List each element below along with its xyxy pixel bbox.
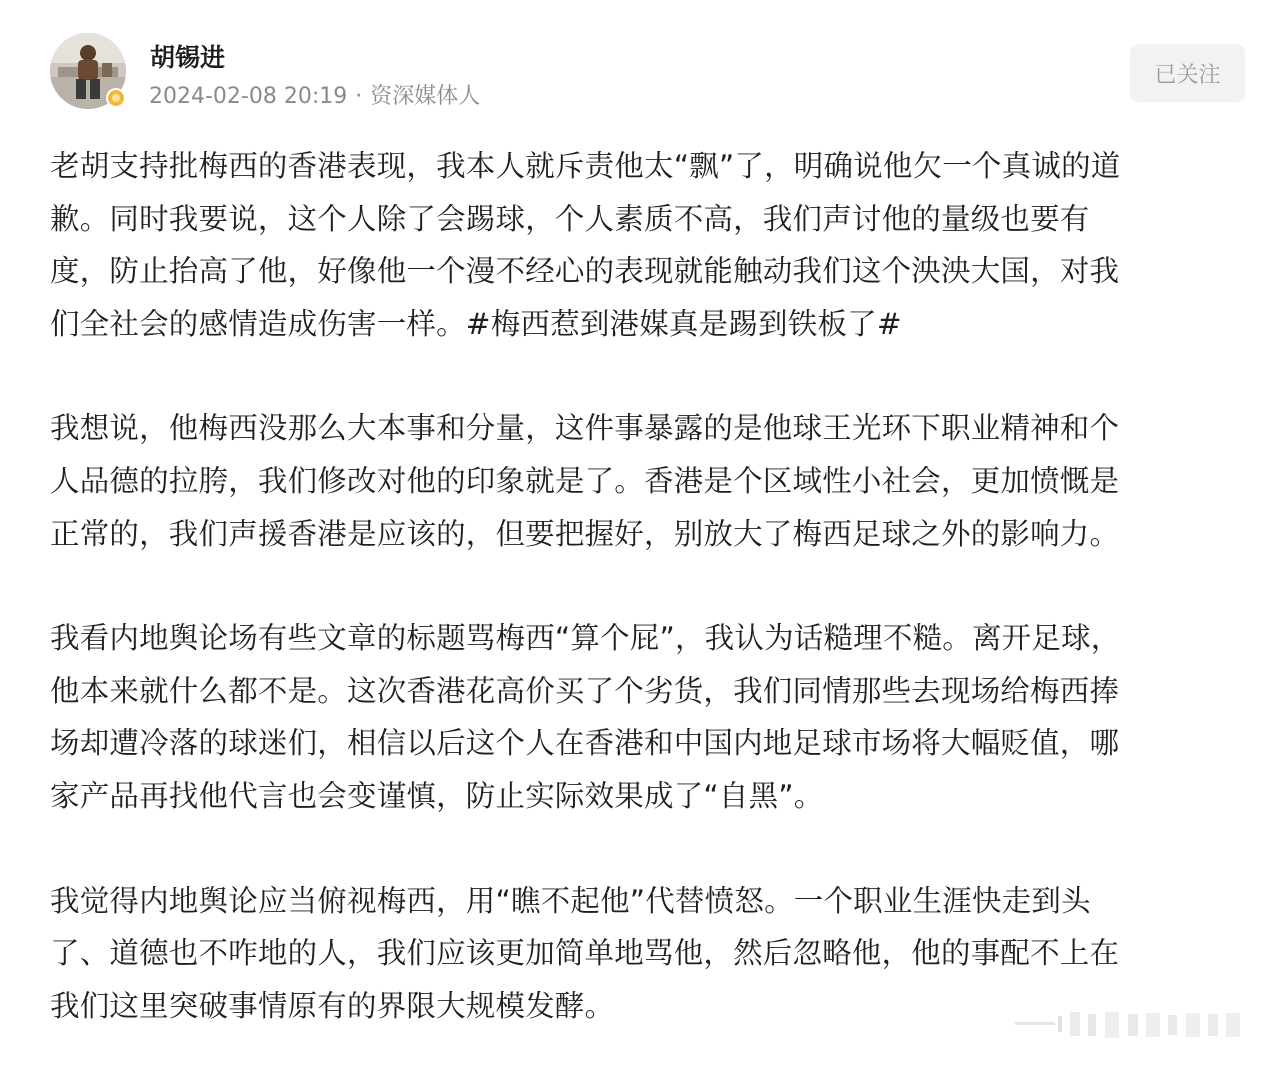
text-line: 家产品再找他代言也会变谨慎，防止实际效果成了“自黑”。 <box>50 778 824 813</box>
text-line: 我觉得内地舆论应当俯视梅西，用“瞧不起他”代替愤怒。一个职业生涯快走到头 <box>50 883 1091 918</box>
text-line: 场却遭冷落的球迷们，相信以后这个人在香港和中国内地足球市场将大幅贬值，哪 <box>50 726 1120 761</box>
text-line: 人品德的拉胯，我们修改对他的印象就是了。香港是个区域性小社会，更加愤慨是 <box>50 463 1120 498</box>
post-timestamp: 2024-02-08 20:19 <box>149 84 348 109</box>
text-line: 老胡支持批梅西的香港表现，我本人就斥责他太“飘”了，明确说他欠一个真诚的道 <box>50 149 1121 183</box>
author-role: 资深媒体人 <box>370 84 481 109</box>
author-name[interactable]: 胡锡进 <box>150 43 226 72</box>
text-line: 我想说，他梅西没那么大本事和分量，这件事暴露的是他球王光环下职业精神和个 <box>50 411 1120 446</box>
post-meta <box>149 79 480 110</box>
paragraph-1 <box>50 140 1230 350</box>
text-line: 他本来就什么都不是。这次香港花高价买了个劣货，我们同情那些去现场给梅西捧 <box>50 673 1120 708</box>
text-line: 了、道德也不咋地的人，我们应该更加简单地骂他，然后忽略他，他的事配不上在 <box>50 936 1120 971</box>
text-line: 我们这里突破事情原有的界限大规模发酵。 <box>50 988 615 1023</box>
post-body <box>50 140 1230 1084</box>
watermark-icon <box>1010 1004 1260 1044</box>
text-line: 正常的，我们声援香港是应该的，但要把握好，别放大了梅西足球之外的影响力。 <box>50 516 1120 551</box>
text-line: 们全社会的感情造成伤害一样。#梅西惹到港媒真是踢到铁板了# <box>50 306 902 341</box>
paragraph-3 <box>50 612 1230 822</box>
follow-button[interactable]: 已关注 <box>1130 44 1245 102</box>
post-header <box>50 32 1245 112</box>
text-line: 歉。同时我要说，这个人除了会踢球，个人素质不高，我们声讨他的量级也要有 <box>50 201 1090 236</box>
text-line: 度，防止抬高了他，好像他一个漫不经心的表现就能触动我们这个泱泱大国，对我 <box>50 254 1120 289</box>
meta-separator: · <box>355 84 363 109</box>
paragraph-2 <box>50 402 1230 560</box>
verified-badge-icon <box>106 88 126 108</box>
text-line: 我看内地舆论场有些文章的标题骂梅西“算个屁”，我认为话糙理不糙。离开足球， <box>50 621 1121 656</box>
